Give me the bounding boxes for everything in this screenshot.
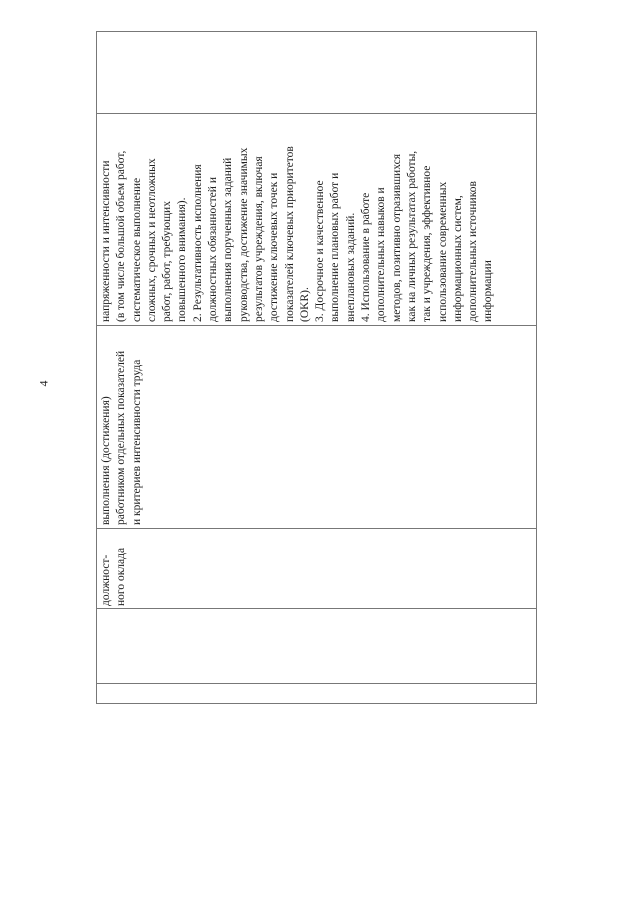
text-line: так и учреждения, эффективное bbox=[421, 165, 434, 322]
text-line: выполнение плановых работ и bbox=[329, 172, 342, 322]
text-line: внеплановых заданий. bbox=[344, 212, 357, 322]
rotated-table bbox=[96, 31, 537, 704]
text-line: использование современных bbox=[436, 181, 449, 322]
column-divider-1 bbox=[96, 683, 537, 684]
page-number: 4 bbox=[36, 380, 51, 387]
text-line: руководства, достижение значимых bbox=[237, 147, 250, 322]
text-line: методов, позитивно отразившихся bbox=[390, 153, 403, 322]
rotated-table-region bbox=[96, 31, 537, 704]
text-line: показателей ключевых приоритетов bbox=[283, 146, 296, 322]
text-line: и критериев интенсивности труда bbox=[130, 359, 143, 525]
column-divider-4 bbox=[96, 325, 537, 326]
text-line: результатов учреждения, включая bbox=[252, 156, 265, 322]
text-line: информационных систем, bbox=[451, 195, 464, 322]
text-line: выполнения порученных заданий bbox=[222, 157, 235, 322]
column-divider-3 bbox=[96, 528, 537, 529]
text-line: достижение ключевых точек и bbox=[268, 172, 281, 322]
text-line: 3. Досрочное и качественное bbox=[314, 180, 327, 322]
table-border-left bbox=[96, 703, 537, 704]
cell-criteria-description bbox=[99, 351, 145, 525]
cell-position-salary bbox=[99, 548, 130, 606]
text-line: должностных обязанностей и bbox=[207, 177, 220, 322]
text-line: (в том числе большой объем работ, bbox=[115, 150, 128, 322]
table-border-right bbox=[96, 31, 537, 32]
text-line: напряженности и интенсивности bbox=[100, 160, 112, 322]
text-line: выполнения (достижения) bbox=[100, 396, 112, 525]
text-line: должност- bbox=[100, 554, 112, 606]
text-line: дополнительных источников bbox=[467, 181, 480, 322]
table-border-top bbox=[96, 31, 97, 704]
text-line: работником отдельных показателей bbox=[115, 350, 128, 525]
text-line: 4. Использование в работе bbox=[360, 192, 373, 322]
text-line: 2. Результативность исполнения bbox=[191, 164, 204, 322]
text-line: систематическое выполнение bbox=[130, 177, 143, 322]
cell-indicators-list bbox=[99, 146, 497, 322]
text-line: как на личных результатах работы, bbox=[405, 150, 418, 322]
text-line: (OKR). bbox=[298, 287, 311, 322]
column-divider-5 bbox=[96, 113, 537, 114]
text-line: ного оклада bbox=[115, 547, 128, 606]
text-line: информации bbox=[482, 260, 495, 322]
text-line: сложных, срочных и неотложных bbox=[145, 158, 158, 322]
text-line: работ, работ, требующих bbox=[161, 201, 174, 322]
text-line: дополнительных навыков и bbox=[375, 187, 388, 322]
text-line: повышенного внимания). bbox=[176, 197, 189, 322]
table-border-bottom bbox=[536, 31, 537, 704]
column-divider-2 bbox=[96, 608, 537, 609]
